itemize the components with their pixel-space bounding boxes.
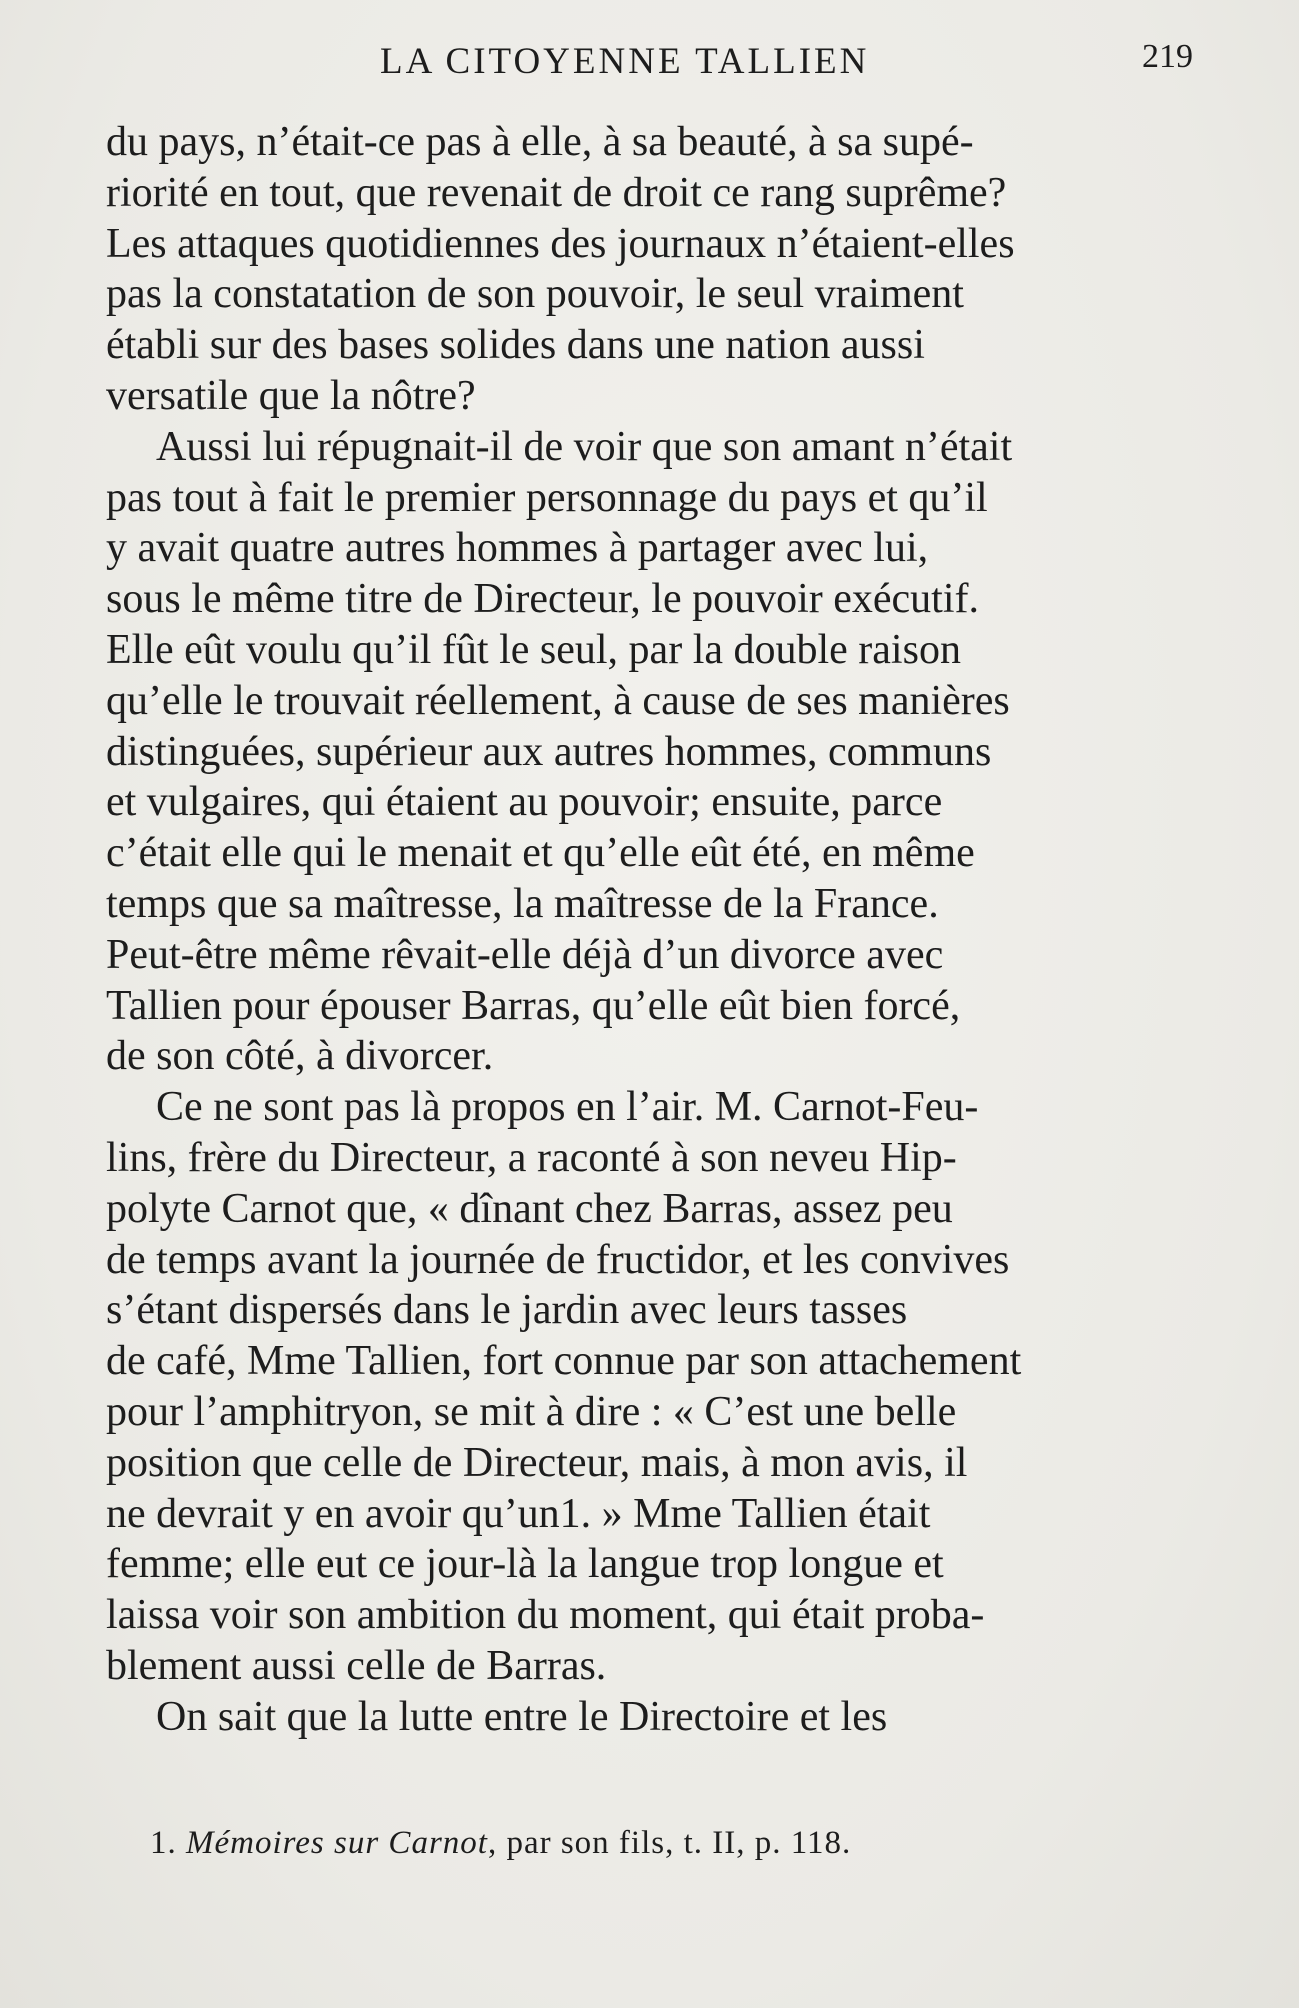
text-line: polyte Carnot que, « dînant chez Barras, assez peu — [106, 1185, 953, 1232]
text-line: de son côté, à divorcer. — [106, 1033, 494, 1080]
text-line: de café, Mme Tallien, fort connue par son attachement — [106, 1338, 1022, 1385]
text-line: On sait que la lutte entre le Directoire et les — [156, 1693, 888, 1740]
text-line: s’étant dispersés dans le jardin avec leurs tasses — [106, 1287, 908, 1334]
footnote-title: Mémoires sur Carnot — [186, 1825, 488, 1861]
text-line: ne devrait y en avoir qu’un1. » Mme Tallien était — [106, 1490, 931, 1537]
footnote-number: 1. — [150, 1825, 177, 1861]
text-line: laissa voir son ambition du moment, qui était proba- — [106, 1592, 985, 1639]
text-line: femme; elle eut ce jour-là la langue trop longue et — [106, 1541, 944, 1588]
text-line: Les attaques quotidiennes des journaux n’étaient-elles — [106, 220, 1015, 267]
running-title: LA CITOYENNE TALLIEN — [380, 41, 870, 82]
text-line: Elle eût voulu qu’il fût le seul, par la double raison — [106, 626, 961, 673]
page-number: 219 — [1142, 38, 1193, 75]
text-line: de temps avant la journée de fructidor, et les convives — [106, 1236, 1010, 1283]
text-line: temps que sa maîtresse, la maîtresse de la France. — [106, 880, 939, 927]
footnote-reference: , par son fils, t. II, p. 118. — [487, 1825, 852, 1861]
text-line: Ce ne sont pas là propos en l’air. M. Carnot-Feu- — [156, 1084, 979, 1131]
text-line: sous le même titre de Directeur, le pouvoir exécutif. — [106, 576, 979, 623]
text-line: distinguées, supérieur aux autres hommes, communs — [106, 728, 992, 775]
text-line: blement aussi celle de Barras. — [106, 1642, 607, 1689]
text-line: Peut-être même rêvait-elle déjà d’un divorce avec — [106, 931, 944, 978]
text-line: y avait quatre autres hommes à partager avec lui, — [106, 525, 929, 572]
text-line: qu’elle le trouvait réellement, à cause de ses manières — [106, 677, 1010, 724]
text-line: établi sur des bases solides dans une nation aussi — [106, 322, 925, 369]
text-line: position que celle de Directeur, mais, à mon avis, il — [106, 1439, 968, 1486]
text-line: Tallien pour épouser Barras, qu’elle eût bien forcé, — [106, 982, 961, 1029]
text-line: pas tout à fait le premier personnage du pays et qu’il — [106, 474, 988, 521]
text-line: et vulgaires, qui étaient au pouvoir; ensuite, parce — [106, 779, 943, 826]
text-line: lins, frère du Directeur, a raconté à son neveu Hip- — [106, 1134, 957, 1181]
body-text — [106, 117, 1216, 1743]
text-line: versatile que la nôtre? — [106, 372, 476, 419]
footnote — [150, 1825, 851, 1862]
text-line: pour l’amphitryon, se mit à dire : « C’est une belle — [106, 1388, 957, 1435]
text-line: c’était elle qui le menait et qu’elle eût été, en même — [106, 830, 975, 877]
text-line: riorité en tout, que revenait de droit ce rang suprême? — [106, 169, 1007, 216]
text-line: pas la constatation de son pouvoir, le seul vraiment — [106, 271, 964, 318]
text-line: du pays, n’était-ce pas à elle, à sa beauté, à sa supé- — [106, 119, 974, 165]
text-line: Aussi lui répugnait-il de voir que son amant n’était — [156, 423, 1013, 470]
